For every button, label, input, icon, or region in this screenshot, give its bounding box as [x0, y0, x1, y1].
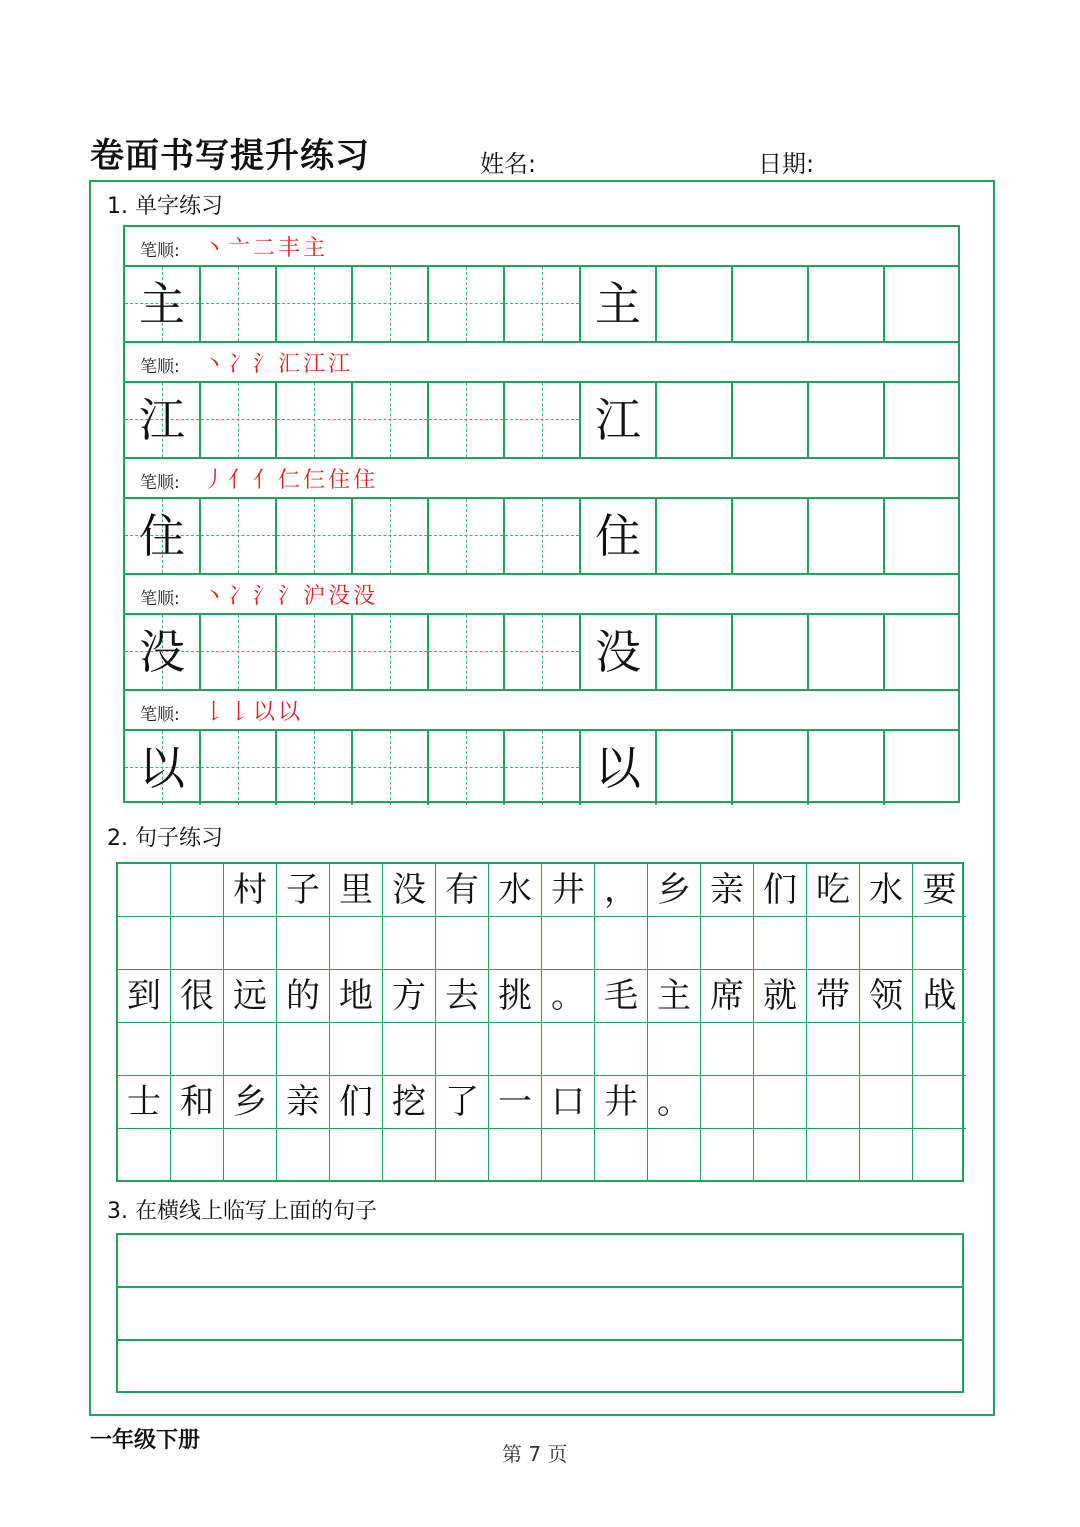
practice-cell[interactable] — [733, 615, 809, 689]
sentence-practice-cell[interactable] — [913, 1129, 966, 1182]
practice-cell[interactable] — [809, 267, 885, 341]
sentence-practice-cell[interactable] — [595, 917, 648, 970]
sentence-practice-cell[interactable] — [860, 1076, 913, 1129]
sentence-char-cell: 乡 — [648, 864, 701, 917]
model-char: 江 — [595, 393, 641, 447]
section-title-single-char: 1. 单字练习 — [107, 194, 223, 219]
practice-cell[interactable] — [809, 615, 885, 689]
stroke-step: 仁 — [278, 468, 304, 493]
page-number: 第 7 页 — [502, 1442, 568, 1466]
sentence-char-cell: 和 — [171, 1076, 224, 1129]
sentence-char-cell: 很 — [171, 970, 224, 1023]
stroke-step: 丿 — [203, 468, 229, 493]
sentence-char-cell: 领 — [860, 970, 913, 1023]
practice-cell[interactable] — [277, 731, 353, 805]
model-char-cell — [581, 731, 657, 805]
char-practice-row — [125, 267, 958, 343]
sentence-char-cell: 里 — [330, 864, 383, 917]
sentence-char-cell: 席 — [701, 970, 754, 1023]
sentence-practice-grid — [116, 862, 964, 1182]
sentence-practice-cell[interactable] — [701, 1076, 754, 1129]
sentence-char-cell: 毛 — [595, 970, 648, 1023]
guide-line-vertical — [466, 615, 467, 689]
guide-line-horizontal — [201, 303, 275, 304]
practice-cell[interactable] — [429, 499, 505, 573]
guide-line-vertical — [314, 267, 315, 341]
sentence-practice-cell[interactable] — [913, 1076, 966, 1129]
stroke-order-row — [125, 575, 958, 615]
sentence-practice-cell[interactable] — [754, 917, 807, 970]
stroke-order-sequence — [203, 463, 378, 494]
stroke-step: 𠄌 — [228, 700, 254, 725]
sentence-char-cell: 就 — [754, 970, 807, 1023]
sentence-char-cell: 乡 — [224, 1076, 277, 1129]
model-char-cell — [125, 267, 201, 341]
worksheet-title: 卷面书写提升练习 — [90, 136, 370, 176]
practice-cell[interactable] — [657, 499, 733, 573]
practice-cell[interactable] — [277, 267, 353, 341]
guide-line-horizontal — [505, 767, 579, 768]
guide-line-horizontal — [429, 767, 503, 768]
guide-line-horizontal — [353, 535, 427, 536]
sentence-practice-cell[interactable] — [224, 1129, 277, 1182]
sentence-char-cell: 挖 — [383, 1076, 436, 1129]
sentence-char-cell: 有 — [436, 864, 489, 917]
practice-cell[interactable] — [429, 267, 505, 341]
stroke-step: 丶 — [203, 236, 229, 261]
guide-line-horizontal — [277, 535, 351, 536]
stroke-step: 二 — [253, 236, 279, 261]
sentence-practice-cell[interactable] — [383, 917, 436, 970]
sentence-practice-cell[interactable] — [542, 1129, 595, 1182]
sentence-practice-cell[interactable] — [913, 917, 966, 970]
stroke-order-sequence — [203, 579, 378, 610]
practice-cell[interactable] — [353, 267, 429, 341]
stroke-order-row — [125, 343, 958, 383]
practice-cell[interactable] — [733, 267, 809, 341]
guide-line-vertical — [466, 267, 467, 341]
sentence-char-cell: 水 — [489, 864, 542, 917]
sentence-practice-cell[interactable] — [860, 1023, 913, 1076]
writing-line — [118, 1286, 962, 1288]
sentence-char-cell: 口 — [542, 1076, 595, 1129]
practice-cell[interactable] — [353, 615, 429, 689]
sentence-char-cell: 没 — [383, 864, 436, 917]
sentence-char-cell: 战 — [913, 970, 966, 1023]
stroke-step: 氵 — [253, 352, 279, 377]
sentence-char-cell: 井 — [542, 864, 595, 917]
model-char: 住 — [139, 509, 185, 563]
model-char: 江 — [139, 393, 185, 447]
stroke-step: 沪 — [303, 584, 329, 609]
stroke-step: 江 — [328, 352, 354, 377]
sentence-practice-cell[interactable] — [701, 917, 754, 970]
sentence-practice-cell[interactable] — [277, 1023, 330, 1076]
sentence-char-cell: 一 — [489, 1076, 542, 1129]
sentence-practice-cell[interactable] — [648, 1023, 701, 1076]
sentence-char-cell: 带 — [807, 970, 860, 1023]
stroke-step: 丰 — [278, 236, 304, 261]
sentence-practice-cell[interactable] — [224, 1023, 277, 1076]
guide-line-horizontal — [353, 303, 427, 304]
guide-line-vertical — [542, 499, 543, 573]
sentence-practice-cell[interactable] — [648, 917, 701, 970]
practice-cell[interactable] — [809, 731, 885, 805]
sentence-char-cell: ， — [595, 864, 648, 917]
guide-line-horizontal — [201, 651, 275, 652]
guide-line-vertical — [314, 499, 315, 573]
guide-line-horizontal — [277, 767, 351, 768]
guide-line-vertical — [238, 267, 239, 341]
practice-cell[interactable] — [657, 267, 733, 341]
stroke-step: 氵 — [278, 584, 304, 609]
stroke-step: 冫 — [228, 584, 254, 609]
practice-cell[interactable] — [429, 731, 505, 805]
stroke-step: 亻 — [253, 468, 279, 493]
model-char: 以 — [139, 741, 185, 795]
stroke-order-sequence — [203, 231, 328, 262]
sentence-practice-cell[interactable] — [330, 917, 383, 970]
sentence-char-cell: 们 — [754, 864, 807, 917]
sentence-practice-cell[interactable] — [807, 1129, 860, 1182]
guide-line-horizontal — [505, 535, 579, 536]
guide-line-vertical — [542, 615, 543, 689]
model-char-cell — [581, 267, 657, 341]
stroke-step: 住 — [353, 468, 379, 493]
sentence-char-cell: 。 — [648, 1076, 701, 1129]
guide-line-horizontal — [429, 419, 503, 420]
stroke-order-label: 笔顺: — [140, 357, 180, 377]
practice-cell[interactable] — [657, 615, 733, 689]
sentence-char-cell: 方 — [383, 970, 436, 1023]
guide-line-horizontal — [353, 651, 427, 652]
model-char-cell — [125, 499, 201, 573]
model-char: 主 — [139, 277, 185, 331]
guide-line-horizontal — [201, 767, 275, 768]
section-title-copy-lines: 3. 在横线上临写上面的句子 — [107, 1199, 377, 1224]
sentence-practice-cell[interactable] — [383, 1129, 436, 1182]
sentence-practice-cell[interactable] — [171, 1023, 224, 1076]
stroke-step: 没 — [353, 584, 379, 609]
sentence-practice-cell[interactable] — [807, 1023, 860, 1076]
practice-cell[interactable] — [353, 499, 429, 573]
sentence-practice-cell[interactable] — [542, 1023, 595, 1076]
model-char-cell — [125, 731, 201, 805]
stroke-step: 氵 — [253, 584, 279, 609]
stroke-step: 丶 — [203, 584, 229, 609]
practice-cell[interactable] — [505, 499, 581, 573]
sentence-practice-cell[interactable] — [277, 917, 330, 970]
practice-cell[interactable] — [733, 731, 809, 805]
practice-cell[interactable] — [201, 615, 277, 689]
section-title-sentence: 2. 句子练习 — [107, 826, 223, 851]
practice-cell[interactable] — [429, 615, 505, 689]
practice-cell[interactable] — [733, 499, 809, 573]
practice-cell[interactable] — [353, 383, 429, 457]
practice-cell[interactable] — [505, 615, 581, 689]
stroke-step: 仨 — [303, 468, 329, 493]
sentence-practice-cell[interactable] — [701, 1129, 754, 1182]
sentence-char-cell: 水 — [860, 864, 913, 917]
practice-cell[interactable] — [885, 267, 961, 341]
sentence-char-cell: 要 — [913, 864, 966, 917]
stroke-step: 以 — [253, 700, 279, 725]
stroke-order-sequence — [203, 347, 353, 378]
practice-cell[interactable] — [201, 267, 277, 341]
stroke-order-row — [125, 227, 958, 267]
single-char-practice-grid — [123, 225, 960, 803]
sentence-practice-cell[interactable] — [436, 1129, 489, 1182]
sentence-char-cell: 的 — [277, 970, 330, 1023]
stroke-order-label: 笔顺: — [140, 241, 180, 261]
stroke-step: 冫 — [228, 352, 254, 377]
model-char-cell — [125, 615, 201, 689]
stroke-order-sequence — [203, 695, 303, 726]
practice-cell[interactable] — [885, 615, 961, 689]
stroke-step: 主 — [303, 236, 329, 261]
sentence-char-cell: 地 — [330, 970, 383, 1023]
sentence-practice-cell[interactable] — [118, 864, 171, 917]
practice-cell[interactable] — [201, 731, 277, 805]
practice-cell[interactable] — [505, 731, 581, 805]
practice-cell[interactable] — [505, 267, 581, 341]
writing-line — [118, 1339, 962, 1341]
guide-line-horizontal — [429, 651, 503, 652]
sentence-practice-cell[interactable] — [754, 1076, 807, 1129]
stroke-order-row — [125, 459, 958, 499]
sentence-char-cell: 们 — [330, 1076, 383, 1129]
char-practice-row — [125, 615, 958, 691]
guide-line-horizontal — [429, 303, 503, 304]
sentence-practice-cell[interactable] — [648, 1129, 701, 1182]
model-char: 以 — [595, 741, 641, 795]
stroke-step: 亠 — [228, 236, 254, 261]
sentence-char-cell: 挑 — [489, 970, 542, 1023]
sentence-practice-cell[interactable] — [595, 1129, 648, 1182]
guide-line-vertical — [314, 615, 315, 689]
sentence-char-cell: 远 — [224, 970, 277, 1023]
stroke-step: 没 — [328, 584, 354, 609]
sentence-practice-cell[interactable] — [595, 1023, 648, 1076]
guide-line-vertical — [542, 267, 543, 341]
practice-cell[interactable] — [885, 731, 961, 805]
stroke-step: 以 — [278, 700, 304, 725]
stroke-order-label: 笔顺: — [140, 705, 180, 725]
sentence-char-cell: 子 — [277, 864, 330, 917]
sentence-char-cell: 吃 — [807, 864, 860, 917]
model-char: 主 — [595, 277, 641, 331]
sentence-practice-cell[interactable] — [330, 1129, 383, 1182]
guide-line-horizontal — [277, 419, 351, 420]
guide-line-horizontal — [505, 651, 579, 652]
practice-cell[interactable] — [277, 615, 353, 689]
guide-line-vertical — [466, 499, 467, 573]
stroke-step: 亻 — [228, 468, 254, 493]
char-practice-row — [125, 731, 958, 807]
guide-line-vertical — [390, 383, 391, 457]
sentence-practice-cell[interactable] — [118, 1129, 171, 1182]
guide-line-vertical — [390, 499, 391, 573]
guide-line-horizontal — [505, 303, 579, 304]
model-char: 住 — [595, 509, 641, 563]
sentence-practice-cell[interactable] — [754, 1023, 807, 1076]
sentence-practice-cell[interactable] — [489, 1023, 542, 1076]
sentence-char-cell: 士 — [118, 1076, 171, 1129]
stroke-order-row — [125, 691, 958, 731]
practice-cell[interactable] — [657, 731, 733, 805]
sentence-practice-cell[interactable] — [860, 1129, 913, 1182]
sentence-char-cell: 了 — [436, 1076, 489, 1129]
guide-line-vertical — [466, 383, 467, 457]
sentence-practice-cell[interactable] — [542, 917, 595, 970]
sentence-practice-cell[interactable] — [489, 917, 542, 970]
sentence-char-cell: 亲 — [701, 864, 754, 917]
model-char-cell — [581, 499, 657, 573]
guide-line-vertical — [466, 731, 467, 805]
guide-line-vertical — [238, 615, 239, 689]
model-char-cell — [581, 383, 657, 457]
practice-cell[interactable] — [885, 383, 961, 457]
stroke-step: 江 — [303, 352, 329, 377]
sentence-char-cell: 主 — [648, 970, 701, 1023]
copy-writing-lines[interactable] — [116, 1233, 964, 1393]
guide-line-vertical — [238, 499, 239, 573]
sentence-practice-cell[interactable] — [277, 1129, 330, 1182]
stroke-step: 丶 — [203, 352, 229, 377]
practice-cell[interactable] — [657, 383, 733, 457]
sentence-practice-cell[interactable] — [171, 864, 224, 917]
guide-line-vertical — [314, 731, 315, 805]
sentence-practice-cell[interactable] — [701, 1023, 754, 1076]
sentence-char-cell: 。 — [542, 970, 595, 1023]
stroke-step: 𠄌 — [203, 700, 229, 725]
model-char: 没 — [139, 625, 185, 679]
sentence-practice-cell[interactable] — [436, 917, 489, 970]
stroke-step: 住 — [328, 468, 354, 493]
stroke-order-label: 笔顺: — [140, 589, 180, 609]
sentence-practice-cell[interactable] — [383, 1023, 436, 1076]
guide-line-vertical — [238, 383, 239, 457]
sentence-practice-cell[interactable] — [913, 1023, 966, 1076]
model-char: 没 — [595, 625, 641, 679]
practice-cell[interactable] — [353, 731, 429, 805]
practice-cell[interactable] — [201, 383, 277, 457]
practice-cell[interactable] — [809, 383, 885, 457]
model-char-cell — [125, 383, 201, 457]
sentence-char-cell: 井 — [595, 1076, 648, 1129]
practice-cell[interactable] — [277, 383, 353, 457]
guide-line-horizontal — [353, 419, 427, 420]
sentence-practice-cell[interactable] — [330, 1023, 383, 1076]
sentence-char-cell: 村 — [224, 864, 277, 917]
guide-line-vertical — [390, 731, 391, 805]
guide-line-horizontal — [201, 535, 275, 536]
char-practice-row — [125, 499, 958, 575]
sentence-practice-cell[interactable] — [171, 1129, 224, 1182]
grade-label: 一年级下册 — [90, 1428, 201, 1453]
sentence-practice-cell[interactable] — [118, 1023, 171, 1076]
practice-cell[interactable] — [201, 499, 277, 573]
sentence-char-cell: 去 — [436, 970, 489, 1023]
guide-line-vertical — [390, 267, 391, 341]
guide-line-horizontal — [429, 535, 503, 536]
guide-line-vertical — [542, 383, 543, 457]
guide-line-horizontal — [353, 767, 427, 768]
sentence-practice-cell[interactable] — [118, 917, 171, 970]
sentence-char-cell: 到 — [118, 970, 171, 1023]
guide-line-vertical — [542, 731, 543, 805]
sentence-practice-cell[interactable] — [860, 917, 913, 970]
char-practice-row — [125, 383, 958, 459]
practice-cell[interactable] — [885, 499, 961, 573]
sentence-practice-cell[interactable] — [224, 917, 277, 970]
sentence-practice-cell[interactable] — [171, 917, 224, 970]
practice-cell[interactable] — [277, 499, 353, 573]
sentence-practice-cell[interactable] — [436, 1023, 489, 1076]
guide-line-horizontal — [277, 651, 351, 652]
practice-cell[interactable] — [733, 383, 809, 457]
sentence-practice-cell[interactable] — [807, 1076, 860, 1129]
name-label: 姓名: — [480, 150, 537, 178]
sentence-practice-cell[interactable] — [754, 1129, 807, 1182]
sentence-char-cell: 亲 — [277, 1076, 330, 1129]
guide-line-horizontal — [201, 419, 275, 420]
guide-line-horizontal — [277, 303, 351, 304]
guide-line-vertical — [390, 615, 391, 689]
practice-cell[interactable] — [809, 499, 885, 573]
guide-line-horizontal — [505, 419, 579, 420]
stroke-order-label: 笔顺: — [140, 473, 180, 493]
guide-line-vertical — [314, 383, 315, 457]
stroke-step: 汇 — [278, 352, 304, 377]
date-label: 日期: — [758, 150, 815, 178]
sentence-practice-cell[interactable] — [807, 917, 860, 970]
guide-line-vertical — [238, 731, 239, 805]
practice-cell[interactable] — [429, 383, 505, 457]
practice-cell[interactable] — [505, 383, 581, 457]
model-char-cell — [581, 615, 657, 689]
sentence-practice-cell[interactable] — [489, 1129, 542, 1182]
